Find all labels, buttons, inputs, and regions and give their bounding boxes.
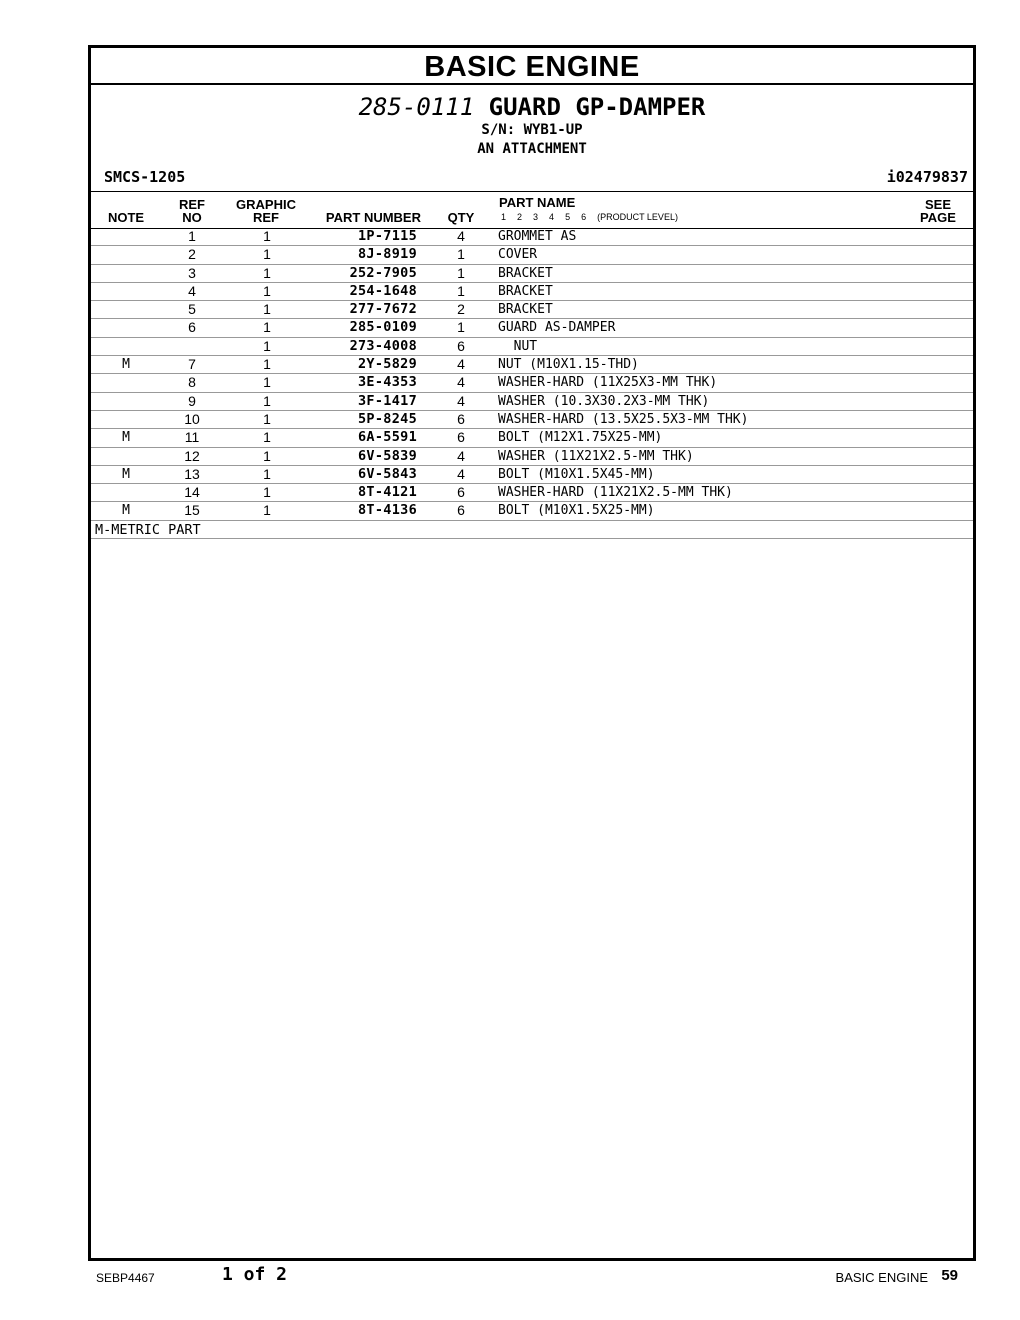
row-part-number: 2Y-5829 xyxy=(358,356,417,373)
level-2: 2 xyxy=(517,212,523,222)
row-part-name: NUT xyxy=(498,338,538,354)
row-qty: 2 xyxy=(457,301,465,318)
row-part-name: NUT (M10X1.15-THD) xyxy=(498,357,639,373)
row-graphic-ref: 1 xyxy=(263,301,271,318)
serial-number: S/N: WYB1-UP xyxy=(481,122,583,138)
row-ref-no: 11 xyxy=(184,429,200,446)
row-note: M xyxy=(122,503,130,519)
group-name: GUARD GP-DAMPER xyxy=(488,93,706,121)
row-qty: 1 xyxy=(457,282,465,299)
parts-table-body xyxy=(91,228,973,539)
header-note: NOTE xyxy=(107,210,145,225)
row-part-name: WASHER-HARD (11X25X3-MM THK) xyxy=(498,375,718,391)
table-row xyxy=(91,356,973,374)
row-qty: 1 xyxy=(457,319,465,336)
row-part-name: BOLT (M12X1.75X25-MM) xyxy=(498,430,663,446)
illustration-id: i02479837 xyxy=(886,168,968,186)
row-part-name: WASHER (10.3X30.2X3-MM THK) xyxy=(498,393,710,409)
header-part-number: PART NUMBER xyxy=(325,210,421,225)
row-part-number: 5P-8245 xyxy=(358,410,417,427)
table-row xyxy=(91,448,973,466)
group-title xyxy=(91,93,973,121)
table-row xyxy=(91,319,973,337)
table-row xyxy=(91,246,973,264)
page-footer xyxy=(88,1262,970,1290)
row-ref-no: 7 xyxy=(188,356,196,373)
row-ref-no: 8 xyxy=(188,374,196,391)
row-ref-no: 15 xyxy=(184,502,200,519)
row-qty: 1 xyxy=(457,246,465,263)
row-part-name: WASHER-HARD (11X21X2.5-MM THK) xyxy=(498,485,733,501)
row-qty: 4 xyxy=(457,356,465,373)
row-part-name: WASHER (11X21X2.5-MM THK) xyxy=(498,448,694,464)
row-ref-no: 4 xyxy=(188,282,196,299)
product-level-label: (PRODUCT LEVEL) xyxy=(597,212,678,222)
row-part-name: WASHER-HARD (13.5X25.5X3-MM THK) xyxy=(498,411,749,427)
page-number: 59 xyxy=(941,1267,958,1284)
row-graphic-ref: 1 xyxy=(263,465,271,482)
parts-page-frame xyxy=(88,45,976,1261)
row-part-name: BOLT (M10X1.5X45-MM) xyxy=(498,466,655,482)
row-part-number: 6A-5591 xyxy=(358,429,417,446)
header-part-name: PART NAME xyxy=(499,195,576,210)
row-part-number: 6V-5843 xyxy=(358,465,417,482)
row-graphic-ref: 1 xyxy=(263,429,271,446)
table-header xyxy=(91,191,973,229)
row-qty: 4 xyxy=(457,447,465,464)
smcs-row xyxy=(91,168,973,190)
table-row xyxy=(91,393,973,411)
row-part-number: 8T-4121 xyxy=(358,484,417,501)
header-qty: QTY xyxy=(447,210,475,225)
header-see-line1: SEE xyxy=(924,197,951,212)
row-ref-no: 13 xyxy=(184,465,200,482)
table-row xyxy=(91,301,973,319)
table-row xyxy=(91,411,973,429)
header-graphic-line1: GRAPHIC xyxy=(236,197,296,212)
header-ref-line2: NO xyxy=(182,210,202,225)
row-part-name: BRACKET xyxy=(498,283,553,299)
row-ref-no: 14 xyxy=(184,484,200,501)
row-qty: 6 xyxy=(457,337,465,354)
row-ref-no: 1 xyxy=(188,228,196,244)
row-part-number: 8J-8919 xyxy=(358,246,417,263)
row-part-number: 254-1648 xyxy=(349,282,417,299)
row-graphic-ref: 1 xyxy=(263,264,271,281)
table-row xyxy=(91,484,973,502)
row-ref-no: 3 xyxy=(188,264,196,281)
row-graphic-ref: 1 xyxy=(263,246,271,263)
row-part-name: GUARD AS-DAMPER xyxy=(498,320,616,336)
table-row xyxy=(91,265,973,283)
row-note: M xyxy=(122,357,130,373)
footer-section: BASIC ENGINE xyxy=(835,1270,928,1285)
table-row xyxy=(91,338,973,356)
row-qty: 4 xyxy=(457,465,465,482)
row-part-number: 6V-5839 xyxy=(358,447,417,464)
level-6: 6 xyxy=(581,212,587,222)
row-part-number: 8T-4136 xyxy=(358,502,417,519)
row-part-name: BRACKET xyxy=(498,265,553,281)
metric-footnote: M-METRIC PART xyxy=(91,521,973,539)
row-part-name: GROMMET AS xyxy=(498,229,577,244)
row-ref-no: 2 xyxy=(188,246,196,263)
row-graphic-ref: 1 xyxy=(263,392,271,409)
row-part-name: BOLT (M10X1.5X25-MM) xyxy=(498,503,655,519)
attachment-type: AN ATTACHMENT xyxy=(477,141,587,157)
table-row xyxy=(91,429,973,447)
page-of: 1 of 2 xyxy=(222,1264,288,1285)
row-part-number: 3F-1417 xyxy=(358,392,417,409)
row-qty: 4 xyxy=(457,228,465,244)
table-row xyxy=(91,466,973,484)
row-part-name: COVER xyxy=(498,247,538,263)
row-graphic-ref: 1 xyxy=(263,282,271,299)
row-graphic-ref: 1 xyxy=(263,410,271,427)
row-graphic-ref: 1 xyxy=(263,484,271,501)
row-part-number: 273-4008 xyxy=(349,337,417,354)
row-qty: 4 xyxy=(457,392,465,409)
row-graphic-ref: 1 xyxy=(263,228,271,244)
row-part-number: 277-7672 xyxy=(349,301,417,318)
group-part-number: 285-0111 xyxy=(358,93,475,121)
row-qty: 6 xyxy=(457,429,465,446)
level-4: 4 xyxy=(549,212,555,222)
row-ref-no: 10 xyxy=(184,410,200,427)
row-qty: 6 xyxy=(457,484,465,501)
level-3: 3 xyxy=(533,212,539,222)
row-graphic-ref: 1 xyxy=(263,447,271,464)
level-1: 1 xyxy=(501,212,507,222)
row-qty: 6 xyxy=(457,410,465,427)
row-graphic-ref: 1 xyxy=(263,337,271,354)
table-row xyxy=(91,283,973,301)
header-ref-line1: REF xyxy=(179,197,205,212)
row-note: M xyxy=(122,466,130,482)
table-row xyxy=(91,374,973,392)
row-part-number: 252-7905 xyxy=(349,264,417,281)
row-note: M xyxy=(122,430,130,446)
table-row xyxy=(91,228,973,246)
table-row xyxy=(91,502,973,520)
row-part-number: 1P-7115 xyxy=(358,228,417,244)
row-graphic-ref: 1 xyxy=(263,319,271,336)
row-ref-no: 5 xyxy=(188,301,196,318)
row-part-number: 285-0109 xyxy=(349,319,417,336)
row-part-number: 3E-4353 xyxy=(358,374,417,391)
header-see-line2: PAGE xyxy=(920,210,956,225)
row-graphic-ref: 1 xyxy=(263,374,271,391)
row-ref-no: 12 xyxy=(184,447,200,464)
level-5: 5 xyxy=(565,212,571,222)
row-qty: 1 xyxy=(457,264,465,281)
row-graphic-ref: 1 xyxy=(263,356,271,373)
row-ref-no: 9 xyxy=(188,392,196,409)
row-graphic-ref: 1 xyxy=(263,502,271,519)
row-qty: 4 xyxy=(457,374,465,391)
section-title: BASIC ENGINE xyxy=(91,48,973,85)
row-qty: 6 xyxy=(457,502,465,519)
smcs-code: SMCS-1205 xyxy=(104,168,186,186)
product-levels xyxy=(501,212,689,222)
row-part-name: BRACKET xyxy=(498,302,553,318)
row-ref-no: 6 xyxy=(188,319,196,336)
document-id: SEBP4467 xyxy=(96,1271,155,1285)
header-graphic-line2: REF xyxy=(253,210,279,225)
